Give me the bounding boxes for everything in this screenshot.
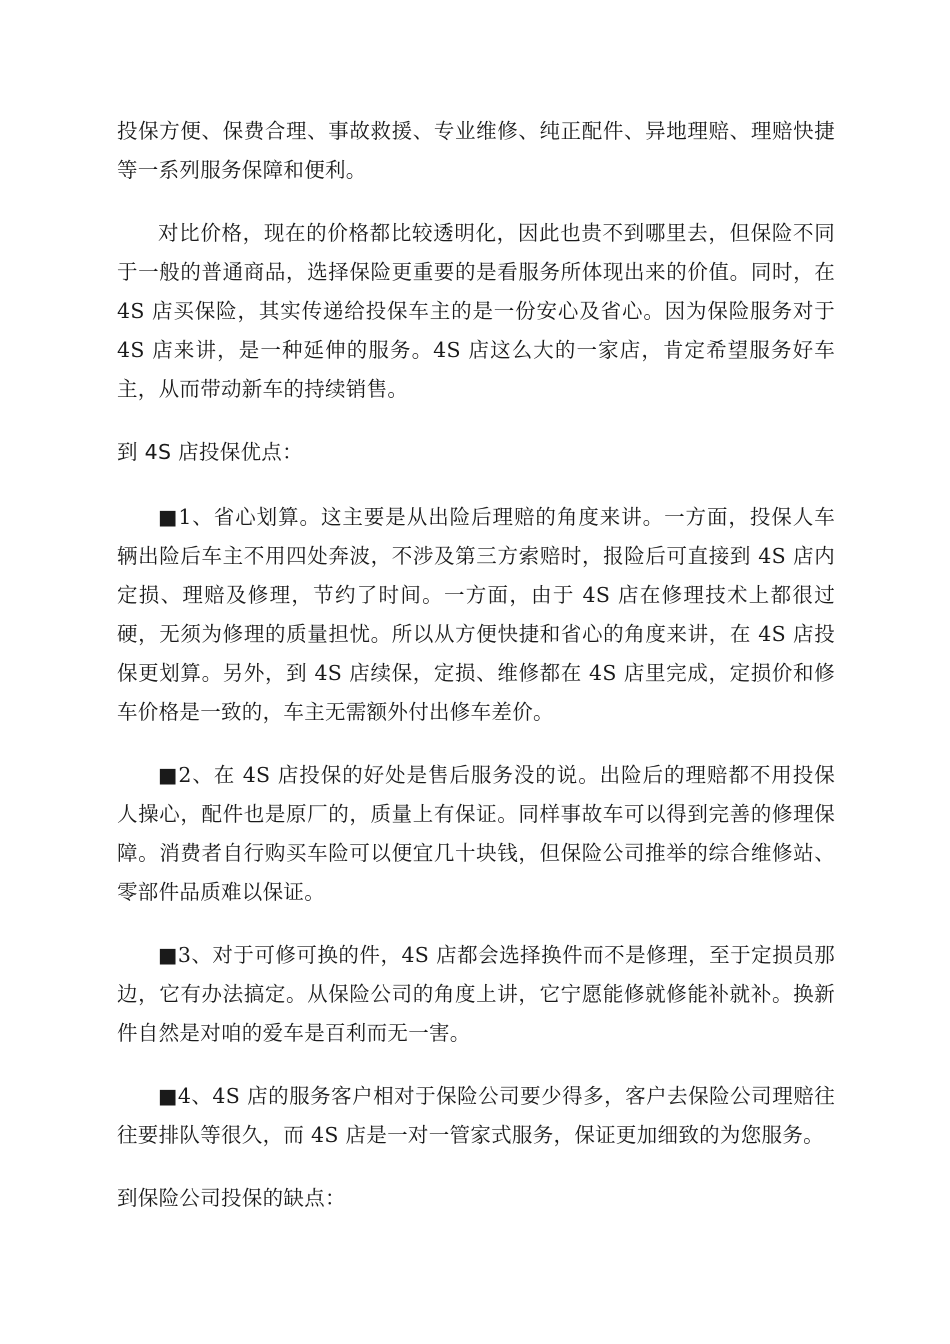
heading-4s-label: 4S — [144, 440, 172, 464]
heading-suffix: 店投保优点： — [171, 440, 303, 464]
heading-4s-advantages — [117, 433, 835, 472]
advantage-item-4: ■4、4S 店的服务客户相对于保险公司要少得多，客户去保险公司理赔往往要排队等很久，而 4S 店是一对一管家式服务，保证更加细致的为您服务。 — [117, 1084, 835, 1147]
paragraph-services: 投保方便、保费合理、事故救援、专业维修、纯正配件、异地理赔、理赔快捷等一系列服务保障和便利。 — [117, 119, 835, 182]
paragraph-price-comparison: 对比价格，现在的价格都比较透明化，因此也贵不到哪里去，但保险不同于一般的普通商品，选择保险更重要的是看服务所体现出来的价值。同时，在 4S 店买保险，其实传递给投保车主的是一份安心及省心。因为保险服务对于 4S 店来讲，是一种延伸的服务。4S 店这么大的一家店，肯定希望服务好车主，从而带动新车的持续销售。 — [117, 221, 835, 401]
advantage-item-1: ■1、省心划算。这主要是从出险后理赔的角度来讲。一方面，投保人车辆出险后车主不用四处奔波，不涉及第三方索赔时，报险后可直接到 4S 店内定损、理赔及修理，节约了时间。一方面，由于 4S 店在修理技术上都很过硬，无须为修理的质量担忧。所以从方便快捷和省心的角度来讲，在 4S 店投保更划算。另外，到 4S 店续保，定损、维修都在 4S 店里完成，定损价和修车价格是一致的，车主无需额外付出修车差价。 — [117, 505, 835, 724]
heading-insurer-disadvantages: 到保险公司投保的缺点： — [117, 1186, 346, 1210]
advantage-item-3: ■3、对于可修可换的件，4S 店都会选择换件而不是修理，至于定损员那边，它有办法搞定。从保险公司的角度上讲，它宁愿能修就修能补就补。换新件自然是对咱的爱车是百利而无一害。 — [117, 943, 835, 1045]
advantage-item-2: ■2、在 4S 店投保的好处是售后服务没的说。出险后的理赔都不用投保人操心，配件也是原厂的，质量上有保证。同样事故车可以得到完善的修理保障。消费者自行购买车险可以便宜几十块钱，但保险公司推举的综合维修站、零部件品质难以保证。 — [117, 763, 835, 904]
document-page — [117, 112, 835, 1244]
heading-prefix: 到 — [117, 440, 145, 464]
